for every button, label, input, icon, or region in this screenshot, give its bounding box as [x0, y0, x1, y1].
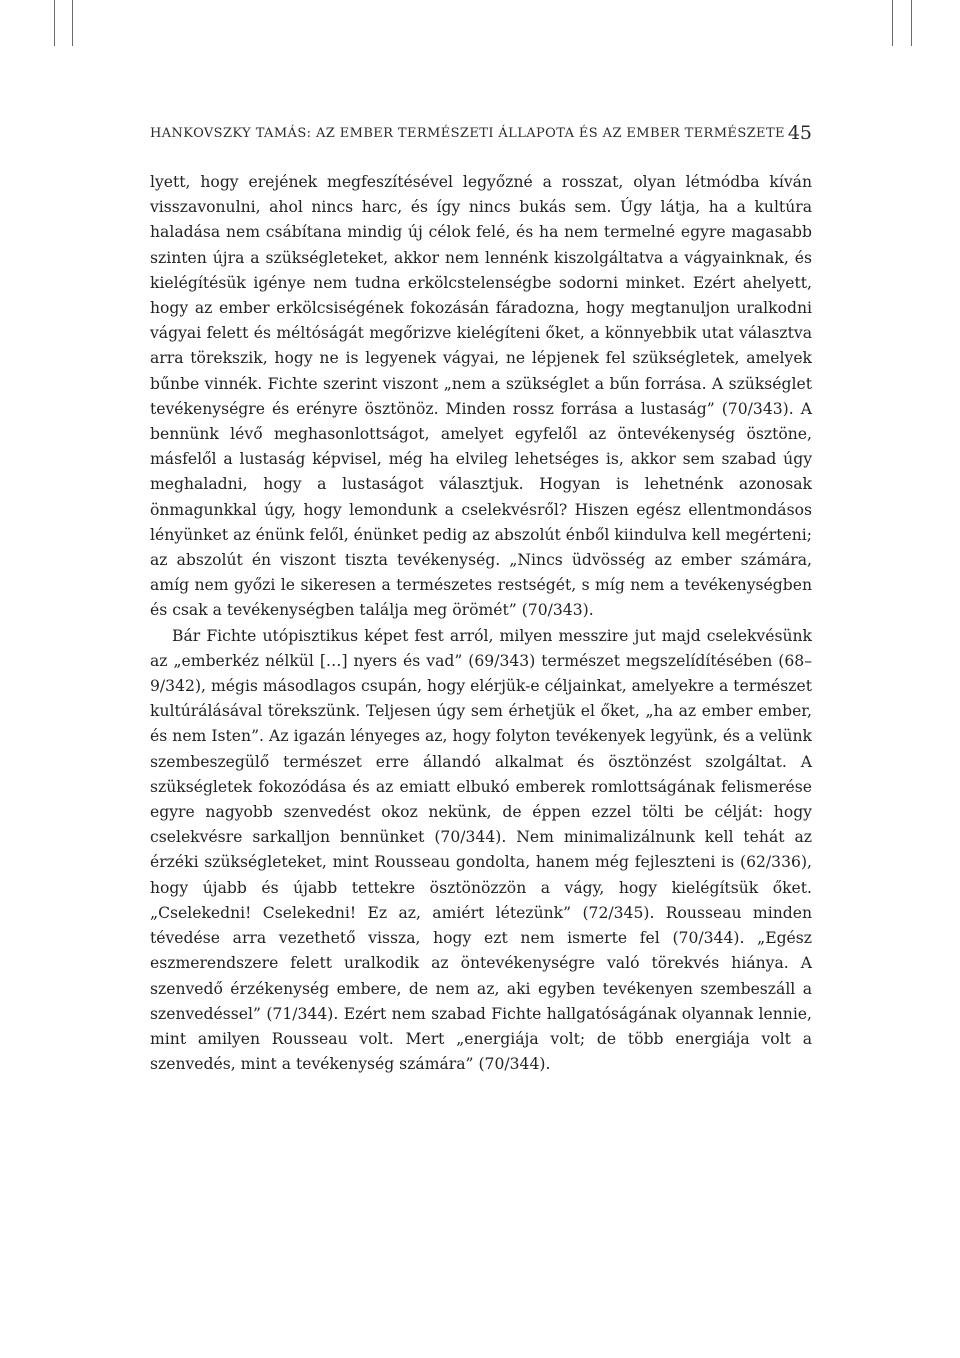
paragraph: Bár Fichte utópisztikus képet fest arról, milyen messzire jut majd cselekvésünk az „emberkéz nélkül […] nyers és vad” (69/343) természet megszelídítésében (68–9/342), mégis másodlagos csupán, hogy elérjük-e céljainkat, amelyekre a természet kultúrálásával törekszünk. Teljesen úgy sem érhetjük el őket, „ha az ember ember, és nem Isten”. Az igazán lényeges az, hogy folyton tevékenyek legyünk, és a velünk szembeszegülő természet erre állandó alkalmat és ösztönzést szolgáltat. A szükségletek fokozódása és az emiatt elbukó emberek romlottságának felismerése egyre nagyobb szenvedést okoz nekünk, de éppen ezzel tölti be célját: hogy cselekvésre sarkalljon bennünket (70/344). Nem minimalizálnunk kell tehát az érzéki szükségleteket, mint Rousseau gondolta, hanem még fejleszteni is (62/336), hogy újabb és újabb tettekre ösztönözzön a vágy, hogy kielégítsük őket. „Cselekedni! Cselekedni! Ez az, amiért létezünk” (72/345). Rousseau minden tévedése arra vezethető vissza, hogy ezt nem ismerte fel (70/344). „Egész eszmerendszere felett uralkodik az öntevékenységre való törekvés hiánya. A szenvedő érzékenység embere, de nem az, aki egyben tevékenyen szembeszáll a szenvedéssel” (71/344). Ezért nem szabad Fichte hallgatóságának olyannak lennie, mint amilyen Rousseau volt. Mert „energiája volt; de több energiája volt a szenvedés, mint a tevékenység számára” (70/344).	[150, 626, 812, 1074]
body-text	[150, 170, 812, 1077]
crop-mark-top-right	[892, 0, 893, 46]
crop-mark-top-left-2	[72, 0, 73, 46]
paragraph: lyett, hogy erejének megfeszítésével legyőzné a rosszat, olyan létmódba kíván visszavonulni, ahol nincs harc, és így nincs bukás sem. Úgy látja, ha a kultúra haladása nem csábítana mindig új célok felé, és ha nem termelné egyre magasabb szinten újra a szükségleteket, akkor nem lennénk kiszolgáltatva a vágyainknak, és kielégítésük igénye nem tudna erkölcstelenségbe sodorni minket. Ezért ahelyett, hogy az ember erkölcsiségének fokozásán fáradozna, hogy megtanuljon uralkodni vágyai felett és méltóságát megőrizve kielégíteni őket, a könnyebbik utat választva arra törekszik, hogy ne is legyenek vágyai, ne lépjenek fel szükségletek, amelyek bűnbe vinnék. Fichte szerint viszont „nem a szükséglet a bűn forrása. A szükséglet tevékenységre és erényre ösztönöz. Minden rossz forrása a lustaság” (70/343). A bennünk lévő meghasonlottságot, amelyet egyfelől az öntevékenység ösztöne, másfelől a lustaság képvisel, még ha elvileg lehetséges is, akkor sem szabad úgy meghaladni, hogy a lustaságot választjuk. Hogyan is lehetnénk azonosak önmagunkkal úgy, hogy lemondunk a cselekvésről? Hiszen egész ellentmondásos lényünket az énünk felől, énünket pedig az abszolút énből kiindulva kell megérteni; az abszolút én viszont tiszta tevékenység. „Nincs üdvösség az ember számára, amíg nem győzi le sikeresen a természetes restségét, s míg nem a tevékenységben és csak a tevékenységben találja meg örömét” (70/343).	[150, 173, 812, 620]
running-title: HANKOVSZKY TAMÁS: AZ EMBER TERMÉSZETI ÁLLAPOTA ÉS AZ EMBER TERMÉSZETE	[150, 126, 785, 141]
page-number: 45	[787, 122, 812, 144]
crop-mark-top-left	[54, 0, 55, 46]
crop-mark-top-right-2	[911, 0, 912, 46]
